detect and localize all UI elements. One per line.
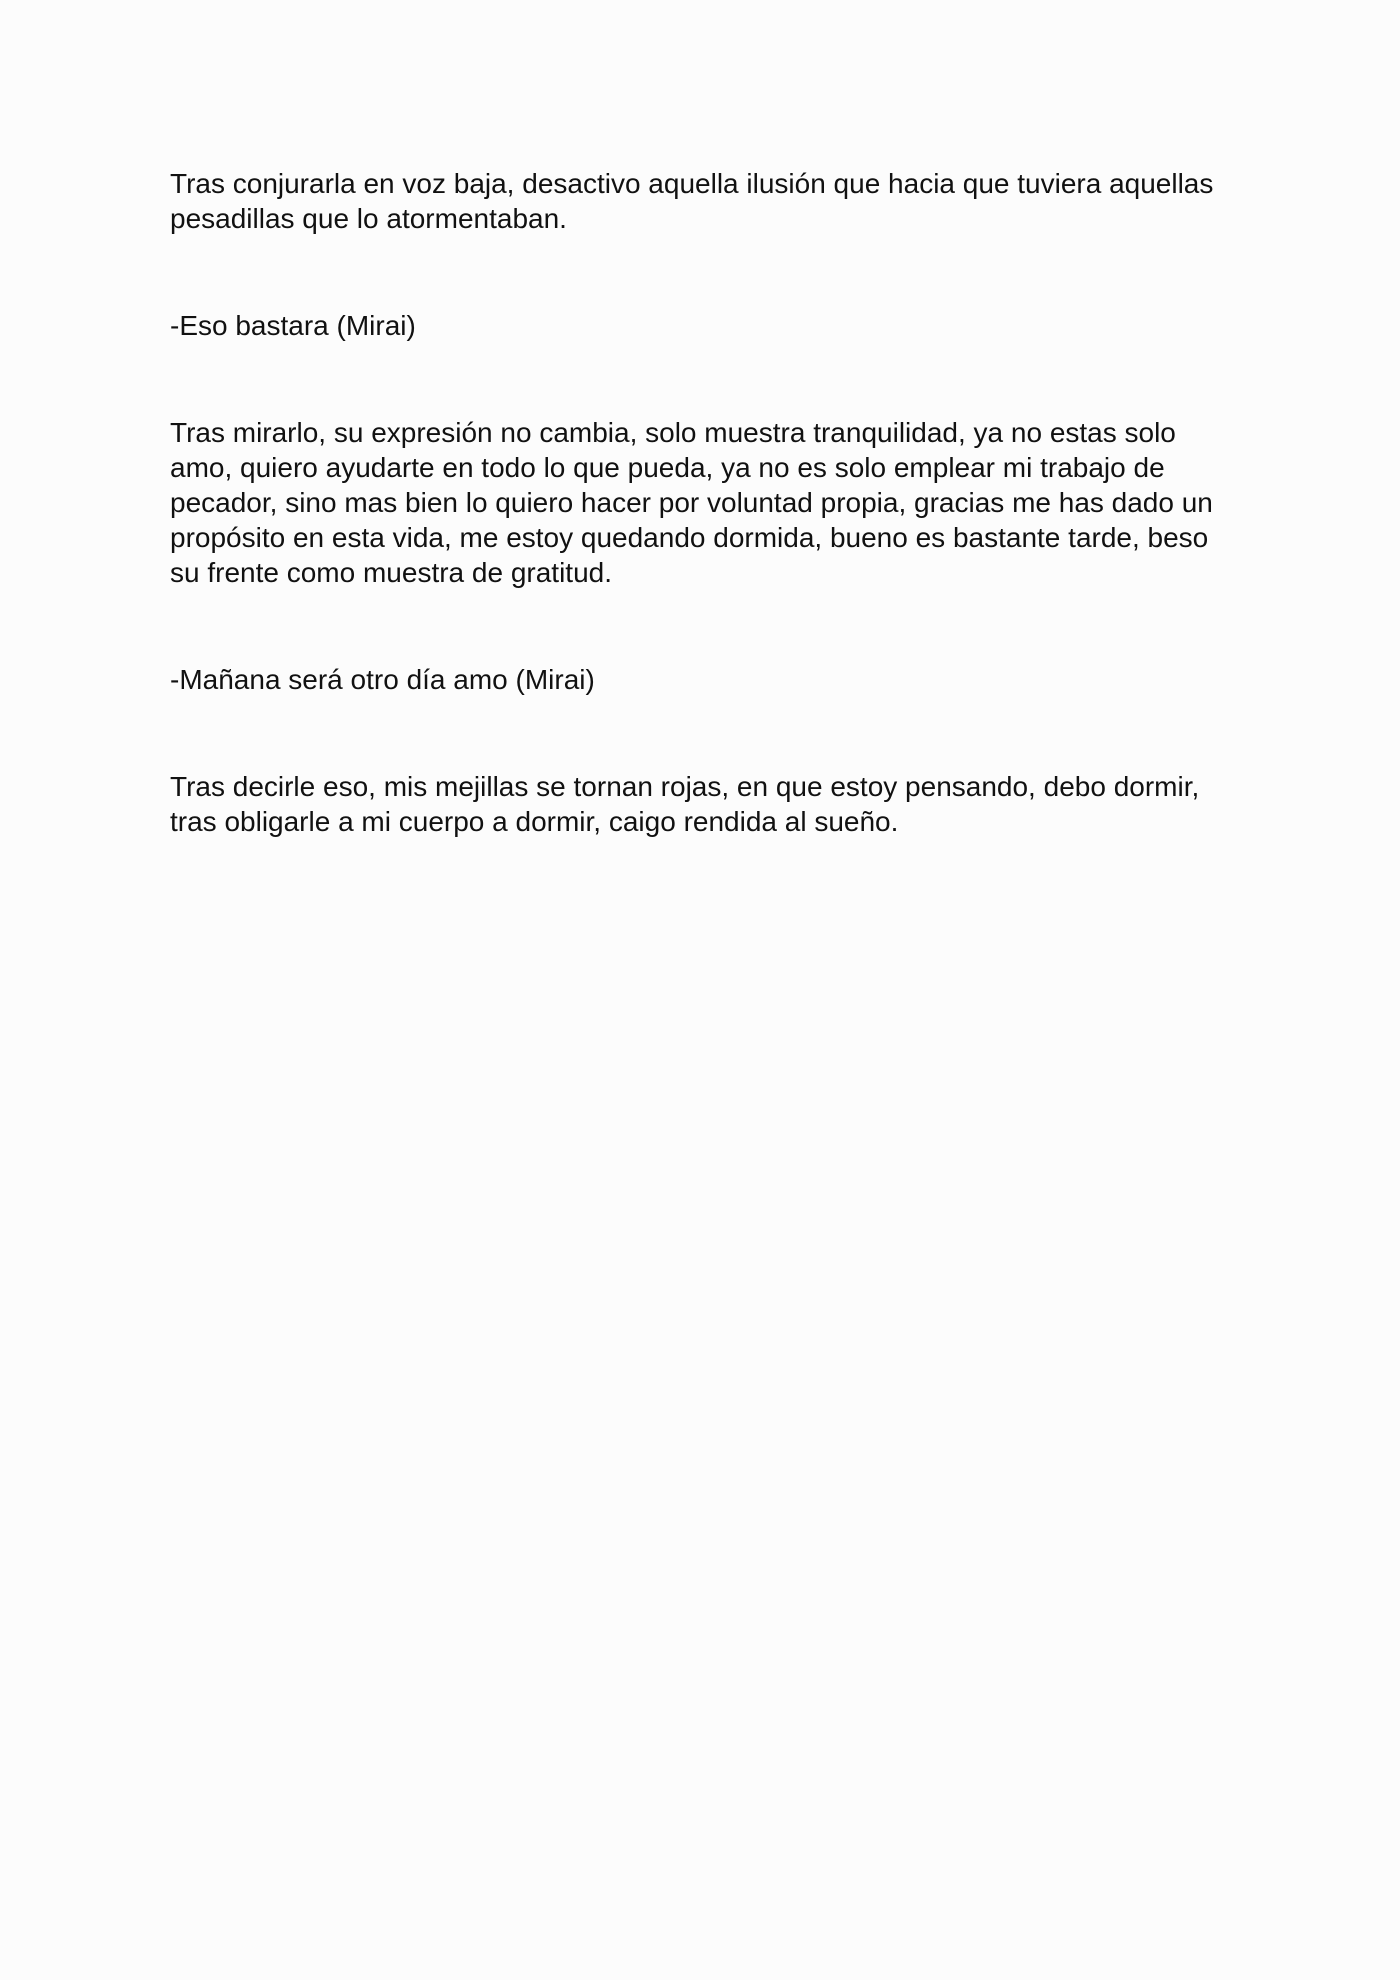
paragraph-line: propósito en esta vida, me estoy quedando dormida, bueno es bastante tarde, beso	[170, 522, 1209, 553]
paragraph-line: amo, quiero ayudarte en todo lo que pueda, ya no es solo emplear mi trabajo de	[170, 452, 1165, 483]
paragraph-line: -Mañana será otro día amo (Mirai)	[170, 664, 595, 695]
dialogue-line-2	[170, 662, 1250, 697]
paragraph-line: pecador, sino mas bien lo quiero hacer por voluntad propia, gracias me has dado un	[170, 487, 1213, 518]
paragraph-1	[170, 166, 1250, 236]
paragraph-2	[170, 415, 1250, 590]
paragraph-line: pesadillas que lo atormentaban.	[170, 203, 567, 234]
paragraph-line: tras obligarle a mi cuerpo a dormir, caigo rendida al sueño.	[170, 806, 899, 837]
paragraph-line: Tras conjurarla en voz baja, desactivo aquella ilusión que hacia que tuviera aquellas	[170, 168, 1214, 199]
dialogue-line-1	[170, 308, 1250, 343]
paragraph-line: su frente como muestra de gratitud.	[170, 557, 612, 588]
document-body	[170, 166, 1250, 839]
paragraph-line: -Eso bastara (Mirai)	[170, 310, 416, 341]
paragraph-line: Tras decirle eso, mis mejillas se tornan rojas, en que estoy pensando, debo dormir,	[170, 771, 1200, 802]
paragraph-3	[170, 769, 1250, 839]
paragraph-line: Tras mirarlo, su expresión no cambia, solo muestra tranquilidad, ya no estas solo	[170, 417, 1176, 448]
